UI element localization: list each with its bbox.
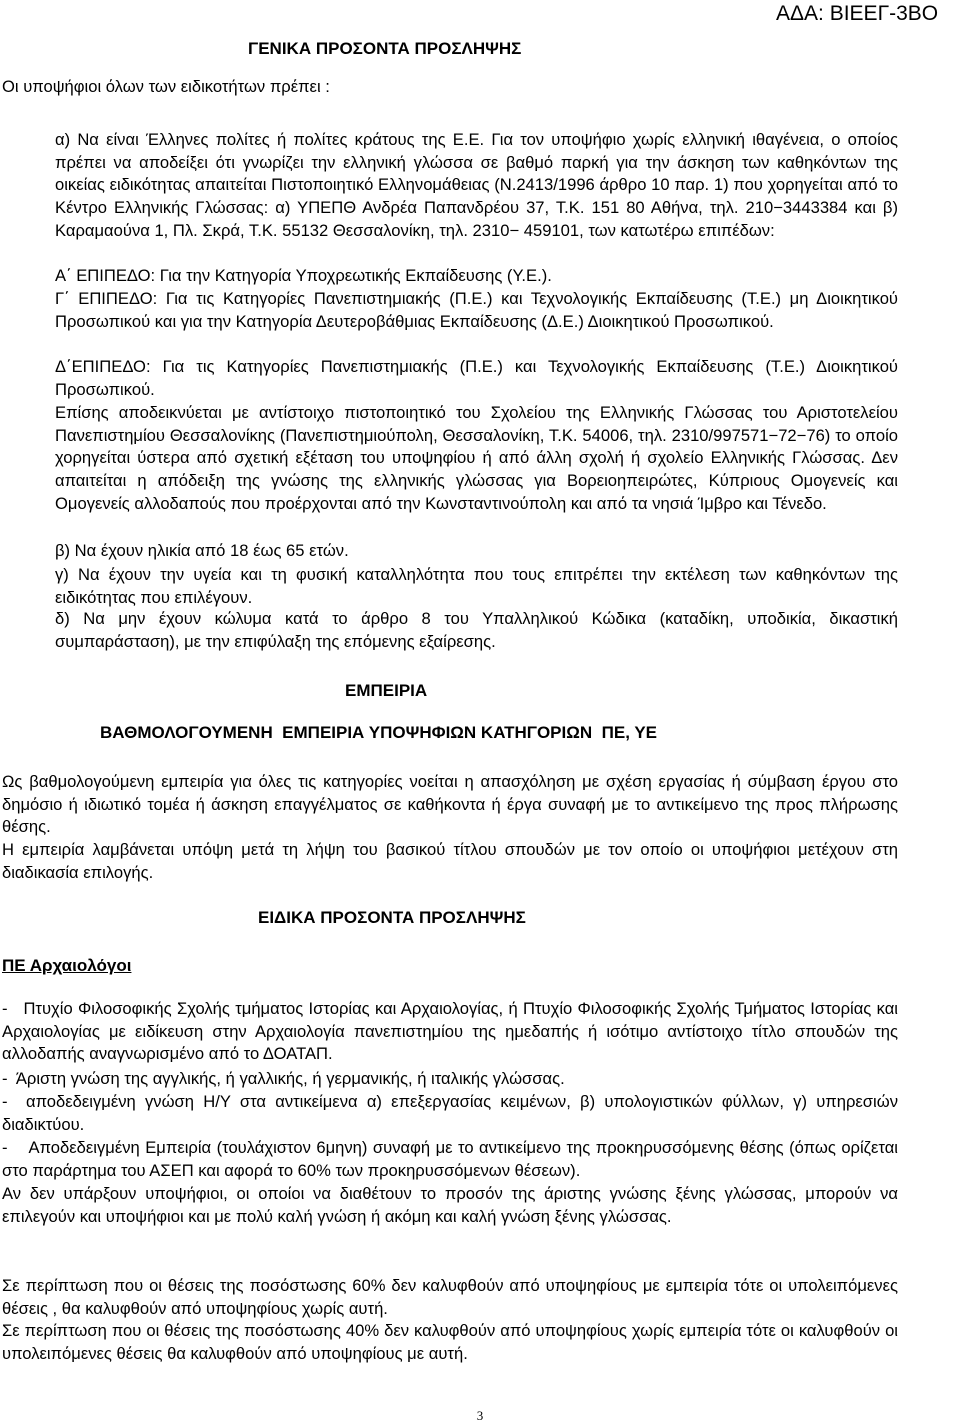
requirement-a: α) Να είναι Έλληνες πολίτες ή πολίτες κράτους της Ε.Ε. Για τον υποψήφιο χωρίς ελληνική ιθαγένεια, ο οποίος πρέπει να αποδείξει ότι γνωρίζει την ελληνική γλώσσα σε βαθμό παρκή για την άσκηση των καθηκόντων της οικείας ειδικότητας απαιτείται Πιστοποιητικό Ελληνομάθειας (Ν.2413/1996 άρθρο 10 παρ. 1) που χορηγείται από το Κέντρο Ελληνικής Γλώσσας: α) ΥΠΕΠΘ Ανδρέα Παπανδρέου 37, Τ.Κ. 151 80 Αθήνα, τηλ. 210−3443384 και β) Καραμαούνα 1, Πλ. Σκρά, Τ.Κ. 55132 Θεσσαλονίκη, τηλ. 2310− 459101, των κατωτέρω επιπέδων: bbox=[55, 130, 898, 240]
requirement-b: β) Να έχουν ηλικία από 18 έως 65 ετών. bbox=[55, 541, 349, 560]
greek-level-d: Δ΄ΕΠΙΠΕΔΟ: Για τις Κατηγορίες Πανεπιστημιακής (Π.Ε.) και Τεχνολογικής Εκπαίδευσης (Τ.Ε.) Διοικητικού Προσωπικού. bbox=[55, 357, 898, 399]
experience-title: ΕΜΠΕΙΡΙΑ bbox=[345, 681, 428, 700]
requirement-computer: - αποδεδειγμένη γνώση Η/Υ στα αντικείμενα α) επεξεργασίας κειμένων, β) υπολογιστικών φύλλων, γ) υπηρεσιών διαδικτύου. bbox=[2, 1092, 903, 1134]
quota-40-note: Σε περίπτωση που οι θέσεις της ποσόστωσης 40% δεν καλυφθούν από υποψηφίους χωρίς εμπειρία τότε οι καλυφθούν οι υπολειπόμενες θέσεις θα καλυφθούν από υποψηφίους με αυτή. bbox=[2, 1321, 898, 1363]
general-intro: Οι υποψήφιοι όλων των ειδικοτήτων πρέπει : bbox=[2, 77, 330, 96]
requirement-c: γ) Να έχουν την υγεία και τη φυσική καταλληλότητα που τους επιτρέπει την εκτέλεση των καθηκόντων της ειδικότητας που επιλέγουν. bbox=[55, 565, 898, 607]
requirement-d: δ) Να μην έχουν κώλυμα κατά το άρθρο 8 του Υπαλληλικού Κώδικα (καταδίκη, υποδικία, δικαστική συμπαράσταση), με την επιφύλαξη της επόμενης εξαίρεσης. bbox=[55, 609, 898, 651]
experience-timing: Η εμπειρία λαμβάνεται υπόψη μετά τη λήψη του βασικού τίτλου σπουδών με τον οποίο οι υποψήφιοι μετέχουν στη διαδικασία επιλογής. bbox=[2, 840, 898, 882]
quota-60-note: Σε περίπτωση που οι θέσεις της ποσόστωσης 60% δεν καλυφθούν από υποψηφίους με εμπειρία τότε οι υπολειπόμενες θέσεις , θα καλυφθούν από υποψηφίους χωρίς αυτή. bbox=[2, 1276, 898, 1318]
greek-level-c: Γ΄ ΕΠΙΠΕΔΟ: Για τις Κατηγορίες Πανεπιστημιακής (Π.Ε.) και Τεχνολογικής Εκπαίδευσης (Τ.Ε.) μη Διοικητικού Προσωπικού και για την Κατηγορία Δευτεροβάθμιας Εκπαίδευσης (Δ.Ε.) Διοικητικού Προσωπικού. bbox=[55, 289, 898, 331]
requirement-experience: - Αποδεδειγμένη Εμπειρία (τουλάχιστον 6μηνη) συναφή με το αντικείμενο της προκηρυσσόμενης θέσης (όπως ορίζεται στο παράρτημα του ΑΣΕΠ και αφορά το 60% των προκηρυσσόμενων θέσεων). bbox=[2, 1138, 903, 1180]
special-requirements-title: ΕΙΔΙΚΑ ΠΡΟΣΟΝΤΑ ΠΡΟΣΛΗΨΗΣ bbox=[258, 908, 526, 927]
greek-level-a: Α΄ ΕΠΙΠΕΔΟ: Για την Κατηγορία Υποχρεωτικής Εκπαίδευσης (Υ.Ε.). bbox=[55, 266, 552, 285]
page-number: 3 bbox=[476, 1408, 484, 1423]
requirement-degree: - Πτυχίο Φιλοσοφικής Σχολής τμήματος Ιστορίας και Αρχαιολογίας, ή Πτυχίο Φιλοσοφικής Σχολής Τμήματος Ιστορίας και Αρχαιολογίας με ειδίκευση στην Αρχαιολογία πανεπιστημίου της ημεδαπής ή ισότιμο αντίστοιχο τίτλο σπουδών της αλλοδαπής αναγνωρισμένο από το ΔΟΑΤΑΠ. bbox=[2, 999, 903, 1064]
ada-code: ΑΔΑ: ΒΙΕΕΓ-3ΒΟ bbox=[776, 2, 939, 25]
general-requirements-title: ΓΕΝΙΚΑ ΠΡΟΣΟΝΤΑ ΠΡΟΣΛΗΨΗΣ bbox=[248, 39, 522, 58]
experience-definition: Ως βαθμολογούμενη εμπειρία για όλες τις κατηγορίες νοείται η απασχόληση με σχέση εργασίας ή σύμβαση έργου στο δημόσιο ή ιδιωτικό τομέα ή άσκηση επαγγέλματος σε καθήκοντα ή έργα συναφή με το αντικείμενο της προς πλήρωσης θέσης. bbox=[2, 772, 898, 837]
greek-certificate-alternative: Επίσης αποδεικνύεται με αντίστοιχο πιστοποιητικό του Σχολείου της Ελληνικής Γλώσσας του Αριστοτελείου Πανεπιστημίου Θεσσαλονίκης (Πανεπιστημιούπολη, Θεσσαλονίκη, Τ.Κ. 54006, τηλ. 2310/997571−72−76) το οποίο χορηγείται ύστερα από σχετική εξέταση του υποψηφίου ή από άλλη σχολή ή σχολείο Ελληνικής Γλώσσας. Δεν απαιτείται η απόδειξη της γνώσης της ελληνικής γλώσσας για Βορειοηπειρώτες, Κύπριους Ομογενείς και Ομογενείς αλλοδαπούς που προέρχονται από την Κωνσταντινούπολη και από τα νησιά Ίμβρο και Τένεδο. bbox=[55, 403, 898, 513]
requirement-language: - Άριστη γνώση της αγγλικής, ή γαλλικής, ή γερμανικής, ή ιταλικής γλώσσας. bbox=[2, 1069, 565, 1088]
experience-subtitle: ΒΑΘΜΟΛΟΓΟΥΜΕΝΗ ΕΜΠΕΙΡΙΑ ΥΠΟΨΗΦΙΩΝ ΚΑΤΗΓΟΡΙΩΝ ΠΕ, ΥΕ bbox=[100, 723, 658, 742]
language-fallback-note: Αν δεν υπάρξουν υποψήφιοι, οι οποίοι να διαθέτουν το προσόν της άριστης γνώσης ξένης γλώσσας, μπορούν να επιλεγούν και υποψήφιοι και με πολύ καλή γνώση ή ακόμη και καλή γνώση ξένης γλώσσας. bbox=[2, 1184, 898, 1226]
category-heading: ΠΕ Αρχαιολόγοι bbox=[2, 956, 132, 975]
